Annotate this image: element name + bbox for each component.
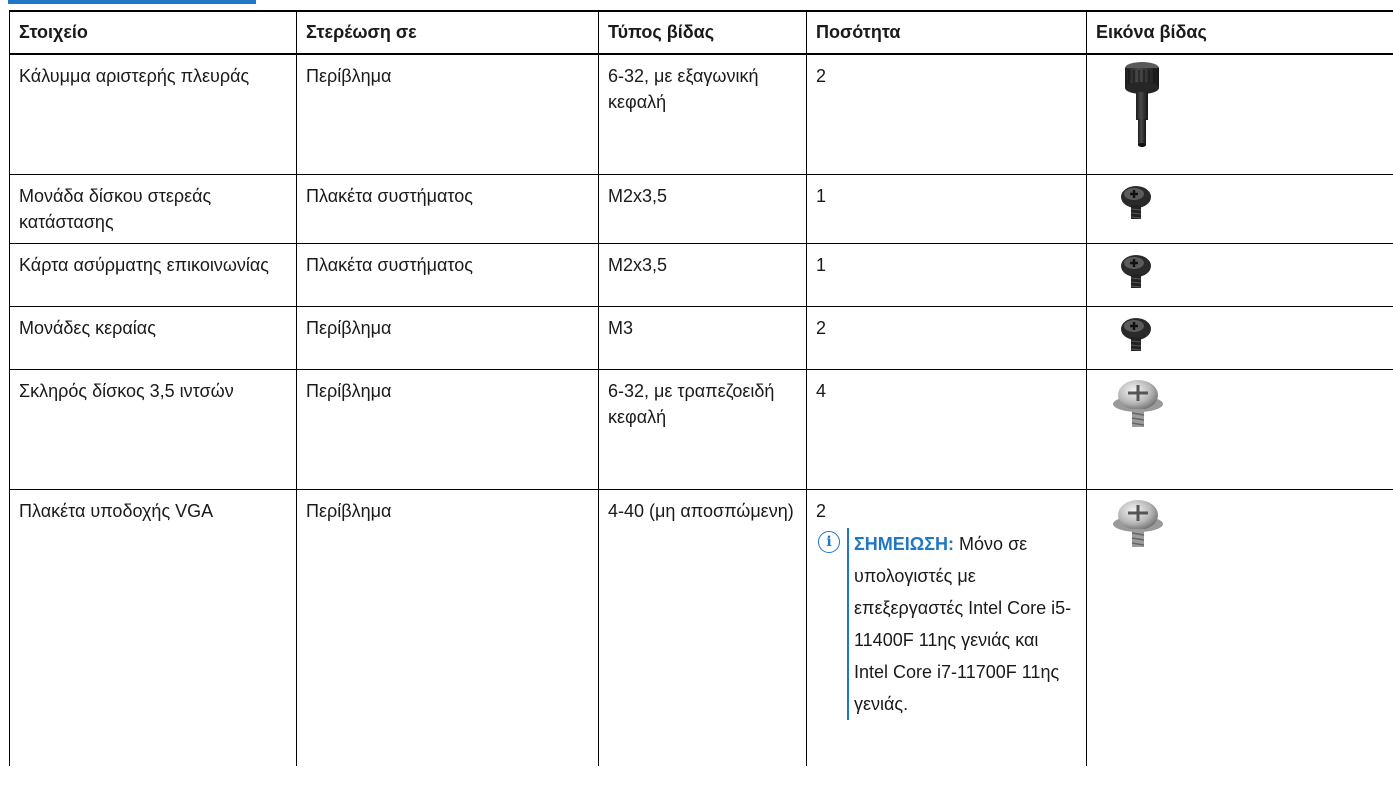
cell-attach: Πλακέτα συστήματος (297, 175, 599, 244)
cell-screw-type: 6-32, με εξαγωνική κεφαλή (599, 54, 807, 175)
cell-screw-image (1087, 490, 1393, 767)
silver-phillips-screw-icon (1111, 376, 1165, 432)
cell-item: Μονάδες κεραίας (10, 307, 297, 370)
cell-screw-image (1087, 175, 1393, 244)
small-black-screw-icon (1118, 183, 1158, 225)
screw-list-table (9, 10, 1393, 766)
cell-quantity: 1 (807, 175, 1087, 244)
cell-attach: Περίβλημα (297, 54, 599, 175)
cell-screw-type: M3 (599, 307, 807, 370)
cell-screw-type: M2x3,5 (599, 244, 807, 307)
cell-screw-type: M2x3,5 (599, 175, 807, 244)
cell-attach: Περίβλημα (297, 370, 599, 490)
header-screw-image: Εικόνα βίδας (1087, 11, 1393, 54)
cell-screw-type: 4-40 (μη αποσπώμενη) (599, 490, 807, 767)
cell-screw-type: 6-32, με τραπεζοειδή κεφαλή (599, 370, 807, 490)
quantity-value: 2 (816, 501, 827, 521)
table-row (10, 490, 1393, 767)
cell-screw-image (1087, 307, 1393, 370)
header-attach: Στερέωση σε (297, 11, 599, 54)
cell-screw-image (1087, 54, 1393, 175)
cell-attach: Περίβλημα (297, 307, 599, 370)
header-screw-type: Τύπος βίδας (599, 11, 807, 54)
small-black-screw-icon (1118, 315, 1158, 357)
cell-quantity (807, 490, 1087, 767)
header-quantity: Ποσότητα (807, 11, 1087, 54)
cell-screw-image (1087, 370, 1393, 490)
table-header-row (10, 11, 1393, 54)
cell-item: Σκληρός δίσκος 3,5 ιντσών (10, 370, 297, 490)
section-heading-strip (8, 0, 256, 4)
note-block (816, 528, 1074, 720)
table-row (10, 244, 1393, 307)
table-row (10, 307, 1393, 370)
small-black-screw-icon (1118, 252, 1158, 294)
note-body (847, 528, 1074, 720)
table-row (10, 370, 1393, 490)
table-row (10, 54, 1393, 175)
cell-item: Κάλυμμα αριστερής πλευράς (10, 54, 297, 175)
cell-screw-image (1087, 244, 1393, 307)
cell-item: Πλακέτα υποδοχής VGA (10, 490, 297, 767)
cell-item: Κάρτα ασύρματης επικοινωνίας (10, 244, 297, 307)
header-item: Στοιχείο (10, 11, 297, 54)
silver-phillips-screw-icon (1111, 496, 1165, 552)
note-text: Μόνο σε υπολογιστές με επεξεργαστές Intel Core i5-11400F 11ης γενιάς και Intel Core i7-11700F 11ης γενιάς. (854, 534, 1072, 714)
cell-quantity: 1 (807, 244, 1087, 307)
info-icon: i (818, 531, 840, 553)
cell-quantity: 2 (807, 54, 1087, 175)
thumbscrew-icon (1117, 59, 1167, 149)
cell-quantity: 2 (807, 307, 1087, 370)
table-row (10, 175, 1393, 244)
note-label: ΣΗΜΕΙΩΣΗ: (854, 534, 955, 554)
cell-quantity: 4 (807, 370, 1087, 490)
cell-attach: Πλακέτα συστήματος (297, 244, 599, 307)
cell-attach: Περίβλημα (297, 490, 599, 767)
cell-item: Μονάδα δίσκου στερεάς κατάστασης (10, 175, 297, 244)
